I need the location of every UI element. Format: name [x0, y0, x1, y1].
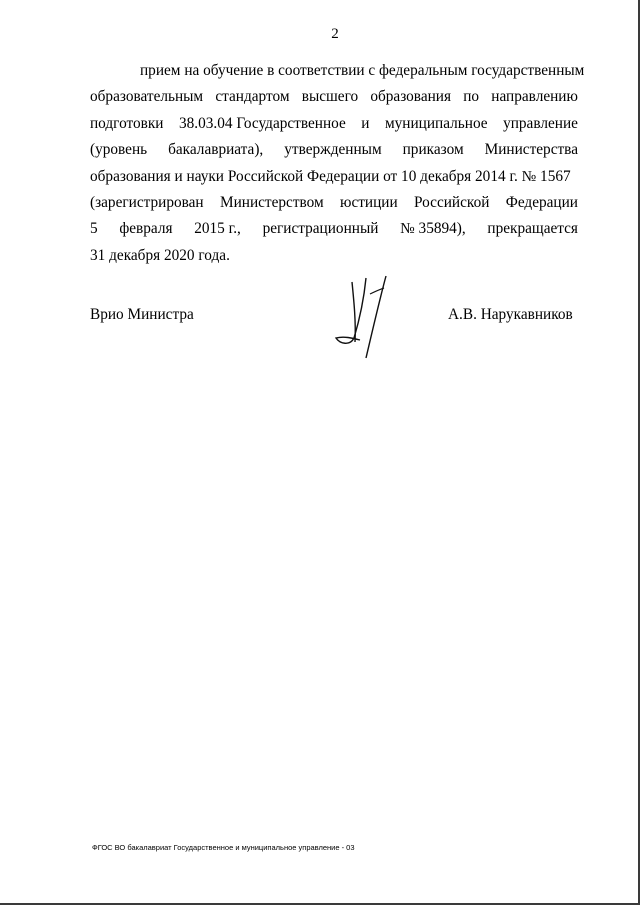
body-paragraph	[90, 58, 585, 269]
text-segment: 2015 г.,	[194, 220, 241, 238]
text-segment: направлению	[491, 88, 578, 106]
text-segment: по	[463, 88, 480, 106]
text-segment: 31 декабря 2020 года.	[90, 246, 230, 264]
text-segment: высшего	[301, 88, 359, 106]
text-segment: и	[361, 114, 370, 132]
signatory-name: А.В. Нарукавников	[448, 306, 573, 323]
text-segment: муниципальное	[384, 114, 488, 132]
handwritten-signature	[330, 272, 400, 362]
text-segment: № 35894),	[400, 220, 466, 238]
text-segment: образования	[370, 88, 452, 106]
text-segment: (зарегистрирован	[90, 194, 204, 212]
text-segment: образования и науки Российской Федерации от 10 декабря 2014 г. № 1567	[90, 167, 571, 185]
text-line	[90, 216, 578, 242]
text-line	[90, 243, 578, 269]
text-line	[90, 58, 585, 84]
text-segment: Федерации	[505, 194, 578, 212]
text-segment: Министерства	[484, 141, 578, 159]
text-line	[90, 84, 578, 110]
text-segment: 5	[90, 220, 98, 238]
text-line	[90, 111, 578, 137]
text-segment: регистрационный	[262, 220, 379, 238]
text-segment: Российской	[414, 194, 490, 212]
text-segment: образовательным	[90, 88, 204, 106]
text-segment: стандартом	[215, 88, 290, 106]
text-line	[90, 190, 578, 216]
text-segment: февраля	[119, 220, 173, 238]
document-footer: ФГОС ВО бакалавриат Государственное и муниципальное управление - 03	[92, 843, 355, 852]
text-segment: бакалавриата),	[168, 141, 264, 159]
text-segment: прием на обучение в соответствии с федеральным государственным	[140, 62, 585, 79]
text-segment: утвержденным	[284, 141, 382, 159]
text-segment: (уровень	[90, 141, 148, 159]
text-segment: Министерством	[219, 194, 324, 212]
text-line	[90, 137, 578, 163]
text-segment: подготовки	[90, 114, 164, 132]
text-segment: прекращается	[487, 220, 578, 238]
text-segment: управление	[503, 114, 578, 132]
page-number: 2	[331, 26, 339, 42]
signatory-title: Врио Министра	[90, 306, 194, 323]
text-segment: юстиции	[340, 194, 398, 212]
text-segment: 38.03.04 Государственное	[179, 114, 346, 132]
text-line	[90, 164, 578, 190]
text-segment: приказом	[402, 141, 464, 159]
